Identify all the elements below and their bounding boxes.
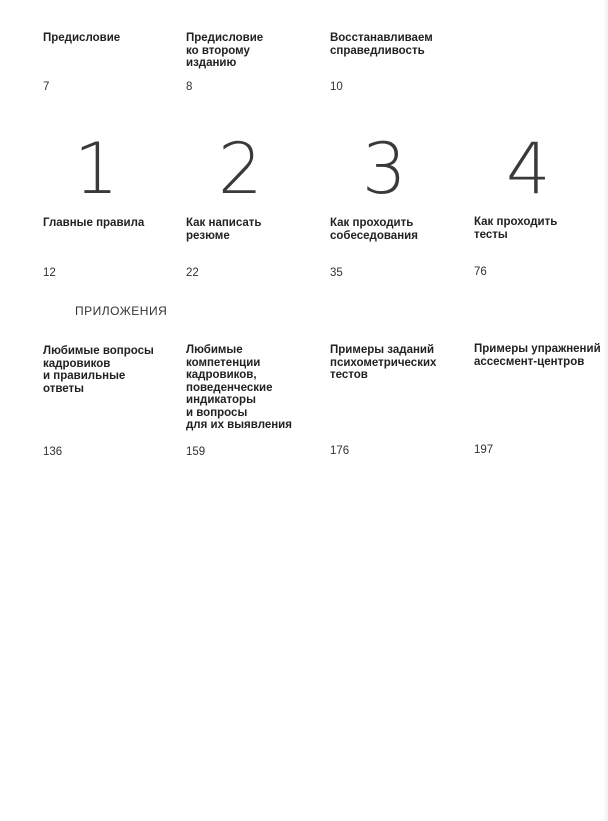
chapter-number-3: 3 bbox=[362, 128, 407, 210]
page-edge-shadow bbox=[603, 0, 608, 821]
toc-entry-restoring-justice[interactable] bbox=[330, 32, 470, 57]
toc-entry-page-number: 197 bbox=[474, 444, 494, 456]
toc-entry-page-number: 176 bbox=[330, 445, 350, 457]
chapter-number-2: 2 bbox=[218, 128, 263, 210]
toc-entry-page-number: 12 bbox=[43, 267, 56, 279]
toc-appendix-3[interactable] bbox=[330, 344, 470, 382]
toc-entry-preface[interactable] bbox=[43, 32, 183, 45]
toc-entry-title: Как проходить собеседования bbox=[330, 217, 418, 242]
toc-entry-preface-second-edition[interactable] bbox=[186, 32, 326, 70]
toc-entry-title: Предисловие bbox=[43, 32, 121, 44]
toc-entry-page-number: 22 bbox=[186, 267, 199, 279]
toc-entry-title: Восстанавливаем справедливость bbox=[330, 32, 433, 57]
toc-entry-page-number: 159 bbox=[186, 446, 206, 458]
toc-entry-page-number: 136 bbox=[43, 446, 63, 458]
toc-entry-page-number: 7 bbox=[43, 81, 50, 93]
toc-chapter-4[interactable] bbox=[474, 216, 608, 241]
toc-entry-page-number: 35 bbox=[330, 267, 343, 279]
toc-chapter-2[interactable] bbox=[186, 217, 326, 242]
toc-entry-title: Любимые вопросы кадровиков и правильные ответы bbox=[43, 345, 154, 395]
chapter-number-4: 4 bbox=[506, 128, 551, 210]
toc-entry-page-number: 8 bbox=[186, 81, 193, 93]
toc-entry-title: Предисловие ко второму изданию bbox=[186, 32, 264, 69]
toc-entry-title: Примеры заданий психометрических тестов bbox=[330, 344, 437, 381]
toc-appendix-4[interactable] bbox=[474, 343, 604, 368]
toc-entry-title: Главные правила bbox=[43, 217, 145, 229]
toc-chapter-3[interactable] bbox=[330, 217, 470, 242]
toc-entry-title: Как написать резюме bbox=[186, 217, 262, 242]
toc-appendix-1[interactable] bbox=[43, 345, 183, 395]
appendices-heading: ПРИЛОЖЕНИЯ bbox=[75, 304, 168, 318]
toc-entry-title: Примеры упражнений ассесмент-центров bbox=[474, 343, 601, 368]
toc-entry-title: Как проходить тесты bbox=[474, 216, 558, 241]
chapter-number-1: 1 bbox=[74, 128, 119, 210]
toc-entry-title: Любимые компетенции кадровиков, поведенческие индикаторы и вопросы для их выявления bbox=[186, 344, 292, 431]
toc-chapter-1[interactable] bbox=[43, 217, 183, 230]
toc-entry-page-number: 76 bbox=[474, 266, 487, 278]
toc-entry-page-number: 10 bbox=[330, 81, 343, 93]
toc-appendix-2[interactable] bbox=[186, 344, 326, 432]
